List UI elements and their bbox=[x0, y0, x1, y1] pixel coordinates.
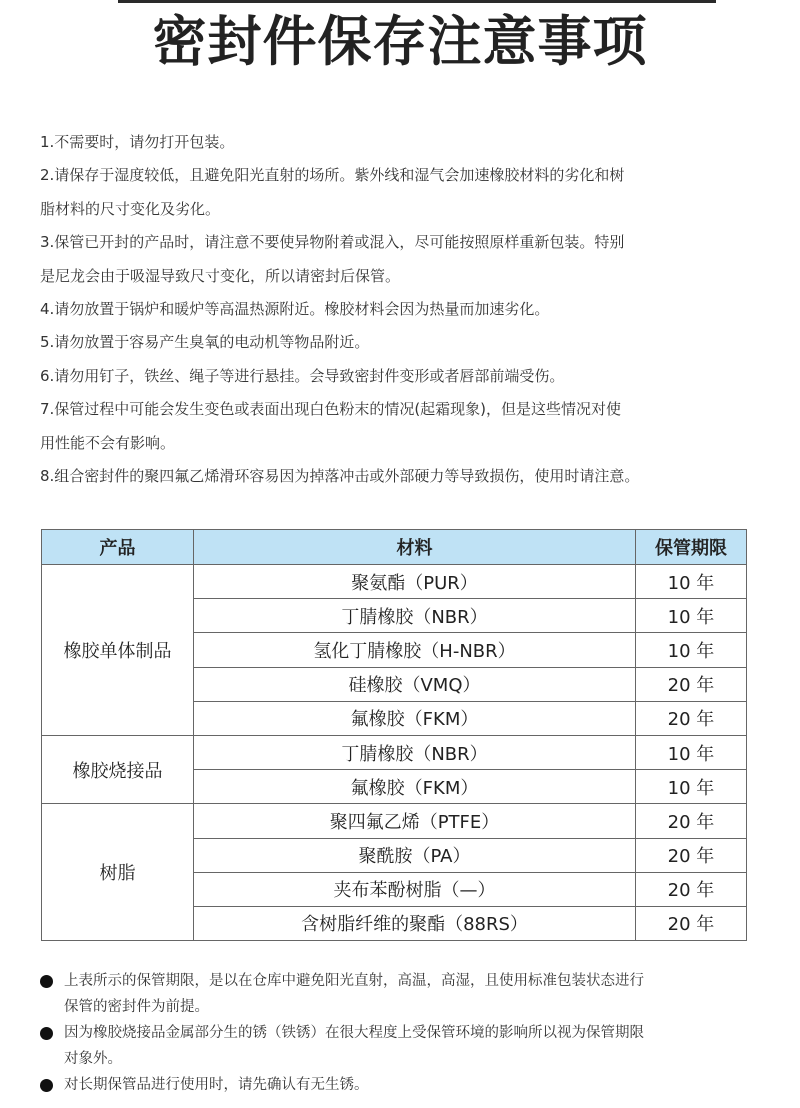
note-line: 8.组合密封件的聚四氟乙烯滑环容易因为掉落冲击或外部硬力等导致损伤，使用时请注意。 bbox=[40, 467, 640, 486]
material-cell: 氟橡胶（FKM） bbox=[194, 770, 636, 804]
product-cell: 树脂 bbox=[42, 804, 194, 941]
material-cell: 氢化丁腈橡胶（H-NBR） bbox=[194, 633, 636, 667]
material-cell: 聚酰胺（PA） bbox=[194, 838, 636, 872]
footnote-item bbox=[38, 1020, 763, 1072]
material-cell: 夹布苯酚树脂（—） bbox=[194, 872, 636, 906]
material-cell: 硅橡胶（VMQ） bbox=[194, 667, 636, 701]
storage-period-table bbox=[41, 529, 747, 941]
header-product: 产品 bbox=[42, 530, 194, 565]
period-cell: 10 年 bbox=[636, 633, 747, 667]
bullet-dot-icon bbox=[40, 1079, 53, 1092]
bullet-dot-icon bbox=[40, 975, 53, 988]
product-cell: 橡胶烧接品 bbox=[42, 735, 194, 803]
material-cell: 含树脂纤维的聚酯（88RS） bbox=[194, 906, 636, 940]
material-cell: 丁腈橡胶（NBR） bbox=[194, 735, 636, 769]
period-cell: 20 年 bbox=[636, 701, 747, 735]
footnote-line: 保管的密封件为前提。 bbox=[64, 999, 209, 1015]
header-period: 保管期限 bbox=[636, 530, 747, 565]
note-line: 脂材料的尺寸变化及劣化。 bbox=[40, 199, 221, 218]
material-cell: 氟橡胶（FKM） bbox=[194, 701, 636, 735]
period-cell: 10 年 bbox=[636, 735, 747, 769]
period-cell: 20 年 bbox=[636, 838, 747, 872]
period-cell: 20 年 bbox=[636, 872, 747, 906]
note-line: 2.请保存于湿度较低，且避免阳光直射的场所。紫外线和湿气会加速橡胶材料的劣化和树 bbox=[40, 166, 625, 185]
table-header-row bbox=[42, 530, 747, 565]
footnote-item bbox=[38, 1072, 763, 1098]
top-rule bbox=[118, 0, 716, 3]
footnote-line: 因为橡胶烧接品金属部分生的锈（铁锈）在很大程度上受保管环境的影响所以视为保管期限 bbox=[64, 1025, 644, 1041]
footnote-item bbox=[38, 968, 763, 1020]
note-line: 是尼龙会由于吸湿导致尺寸变化，所以请密封后保管。 bbox=[40, 266, 401, 285]
footnote-line: 上表所示的保管期限，是以在仓库中避免阳光直射，高温，高湿，且使用标准包装状态进行 bbox=[64, 973, 644, 989]
note-line: 3.保管已开封的产品时，请注意不要使异物附着或混入，尽可能按照原样重新包装。特别 bbox=[40, 233, 625, 252]
note-line: 5.请勿放置于容易产生臭氧的电动机等物品附近。 bbox=[40, 333, 370, 352]
note-line: 7.保管过程中可能会发生变色或表面出现白色粉末的情况(起霜现象)，但是这些情况对使 bbox=[40, 400, 622, 419]
note-line: 4.请勿放置于锅炉和暖炉等高温热源附近。橡胶材料会因为热量而加速劣化。 bbox=[40, 300, 550, 319]
note-line: 1.不需要时，请勿打开包装。 bbox=[40, 133, 235, 151]
period-cell: 20 年 bbox=[636, 906, 747, 940]
period-cell: 20 年 bbox=[636, 804, 747, 838]
period-cell: 10 年 bbox=[636, 770, 747, 804]
material-cell: 聚四氟乙烯（PTFE） bbox=[194, 804, 636, 838]
material-cell: 丁腈橡胶（NBR） bbox=[194, 599, 636, 633]
period-cell: 10 年 bbox=[636, 599, 747, 633]
product-cell: 橡胶单体制品 bbox=[42, 565, 194, 736]
footnote-line: 对长期保管品进行使用时，请先确认有无生锈。 bbox=[64, 1077, 369, 1093]
page-title: 密封件保存注意事项 bbox=[152, 10, 648, 73]
note-line: 6.请勿用钉子，铁丝、绳子等进行悬挂。会导致密封件变形或者唇部前端受伤。 bbox=[40, 366, 565, 385]
footnote-line: 对象外。 bbox=[64, 1051, 122, 1067]
material-cell: 聚氨酯（PUR） bbox=[194, 565, 636, 599]
bullet-dot-icon bbox=[40, 1027, 53, 1040]
table-row bbox=[42, 735, 747, 769]
table-row bbox=[42, 565, 747, 599]
table-row bbox=[42, 804, 747, 838]
footnotes-list bbox=[38, 968, 763, 1098]
note-line: 用性能不会有影响。 bbox=[40, 433, 176, 452]
header-material: 材料 bbox=[194, 530, 636, 565]
period-cell: 10 年 bbox=[636, 565, 747, 599]
notes-list bbox=[40, 126, 765, 493]
period-cell: 20 年 bbox=[636, 667, 747, 701]
